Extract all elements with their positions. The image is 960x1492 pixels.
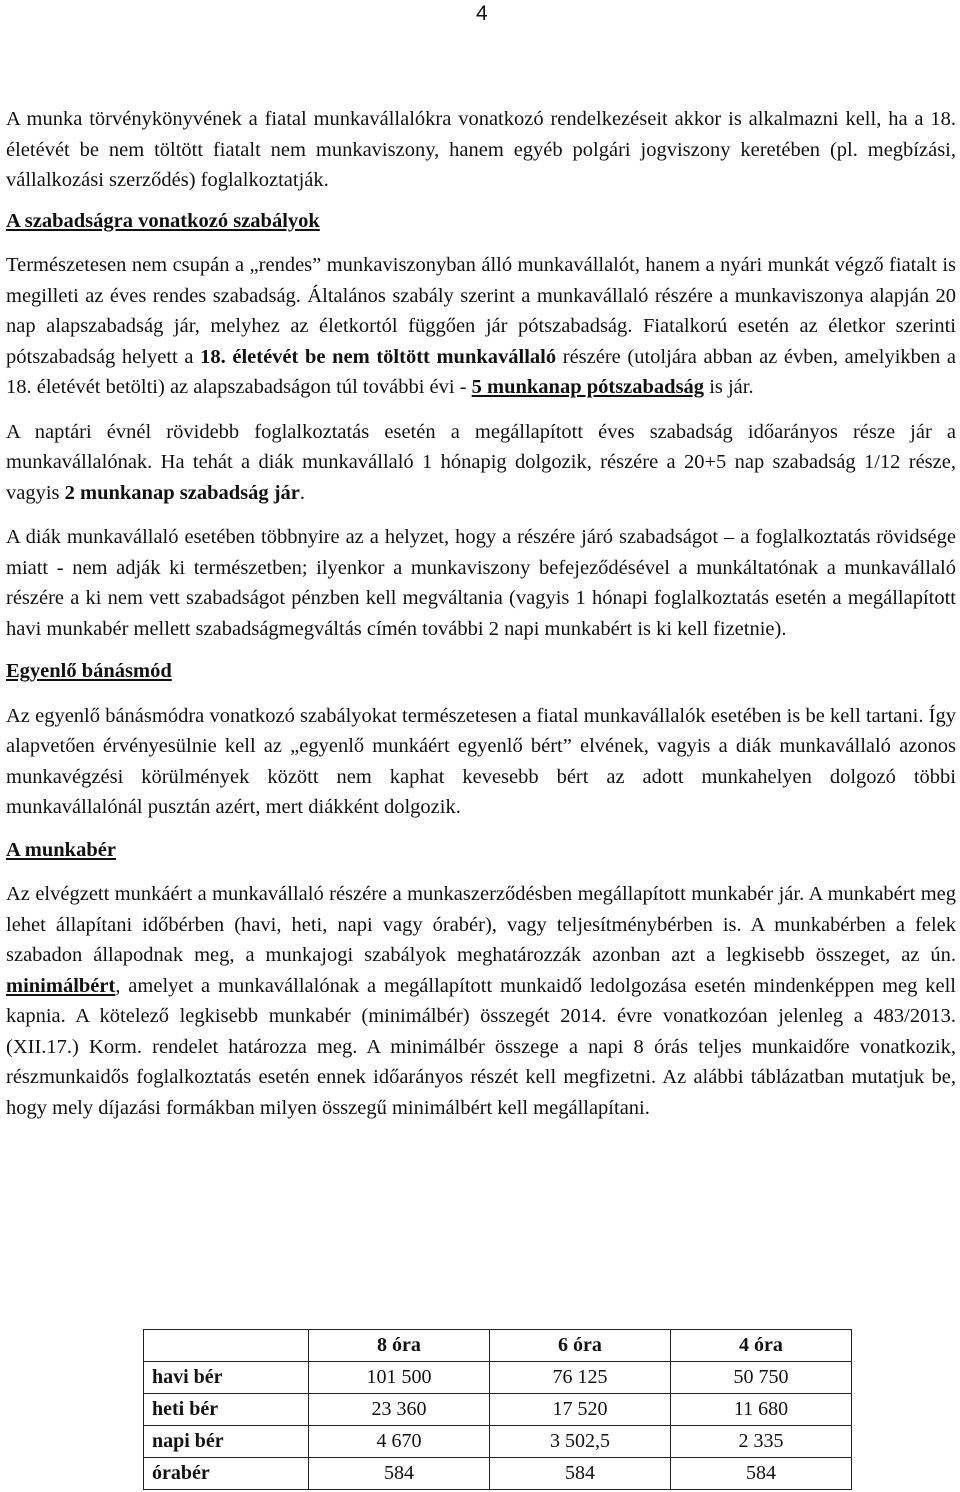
text-run: . xyxy=(299,481,306,504)
heading-text: Egyenlő bánásmód xyxy=(6,660,172,682)
row-label: órabér xyxy=(144,1458,309,1490)
vacation-paragraph-2 xyxy=(6,417,956,509)
table-header-cell: 6 óra xyxy=(490,1330,671,1362)
vacation-paragraph-3: A diák munkavállaló esetében többnyire az a helyzet, hogy a részére járó szabadságot – a foglalkoztatás rövidsége miatt - nem adják ki természetben; ilyenkor a munkaviszony befejeződésével a munkáltatónak a munkavállaló részére a ki nem vett szabadságot pénzben kell megváltania (vagyis 1 hónapi foglalkoztatás esetén a megállapított havi munkabér mellett szabadságmegváltás címén további 2 napi munkabért is ki kell fizetnie). xyxy=(6,526,956,640)
table-header-cell: 8 óra xyxy=(309,1330,490,1362)
section-heading-equal-treatment xyxy=(6,656,956,687)
table-row xyxy=(144,1458,852,1490)
table-cell: 17 520 xyxy=(490,1394,671,1426)
minimum-wage-table xyxy=(143,1329,852,1490)
bold-underlined-run: minimálbért xyxy=(6,974,116,997)
section-heading-vacation xyxy=(6,206,956,237)
text-run: Az elvégzett munkáért a munkavállaló részére a munkaszerződésben megállapított munkabér jár. A munkabért meg lehet állapítani időbérben (havi, heti, napi vagy órabér), vagy teljesítménybérben is. A munkabérben a felek szabadon állapodnak meg, a munkajogi szabályok meghatározzák azonban azt a legkisebb összeget, az ún. xyxy=(6,883,956,966)
text-run: is jár. xyxy=(704,376,754,398)
table-cell: 11 680 xyxy=(671,1394,852,1426)
table-cell: 50 750 xyxy=(671,1362,852,1394)
bold-run: 18. életévét be nem töltött munkavállaló xyxy=(200,345,557,368)
document-body xyxy=(6,104,956,1123)
equal-treatment-paragraph: Az egyenlő bánásmódra vonatkozó szabályokat természetesen a fiatal munkavállalók esetében is be kell tartani. Így alapvetően érvényesülnie kell az „egyenlő munkáért egyenlő bért” elvének, vagyis a diák munkavállaló azonos munkavégzési körülmények között nem kaphat kevesebb bért az adott munkahelyen dolgozó többi munkavállalónál pusztán azért, mert diákként dolgozik. xyxy=(6,704,956,818)
heading-text: A munkabér xyxy=(6,838,116,861)
section-heading-wage xyxy=(6,835,956,866)
table-cell: 584 xyxy=(490,1458,671,1490)
heading-text: A szabadságra vonatkozó szabályok xyxy=(6,209,320,232)
text-run: évi - xyxy=(429,376,472,398)
row-label: havi bér xyxy=(144,1362,309,1394)
table-row xyxy=(144,1426,852,1458)
text-run: A naptári évnél rövidebb foglalkoztatás esetén a megállapított éves szabadság időarányos része jár a munkavállalónak. Ha tehát a diák munkavállaló 1 hónapig dolgozik, részére a 20+5 nap szabadság 1/12 része, vagyis xyxy=(6,420,956,504)
table-corner-cell xyxy=(144,1330,309,1362)
table-cell: 2 335 xyxy=(671,1426,852,1458)
table-cell: 23 360 xyxy=(309,1394,490,1426)
text-run: Természetesen nem csupán a „rendes” munkaviszonyban álló munkavállalót, hanem a nyári munkát végző fiatalt is megilleti az éves rendes szabadság. Általános szabály szerint a munkavállaló részére a munkaviszonya alapján 20 nap alapszabadság jár, melyhez az életkortól függően jár pótszabadság. Fiatalkorú esetén az életkor szerinti pótszabadság helyett a xyxy=(6,254,956,368)
table-row xyxy=(144,1394,852,1426)
bold-underlined-run: 5 munkanap pótszabadság xyxy=(471,376,705,398)
vacation-paragraph-1 xyxy=(6,250,956,403)
table-cell: 3 502,5 xyxy=(490,1426,671,1458)
wage-paragraph xyxy=(6,879,956,1123)
table-cell: 4 670 xyxy=(309,1426,490,1458)
table-header-row xyxy=(144,1330,852,1362)
text-run: részére (utoljára abban az évben, amelyikben a 18. életévét betölti) az alapszabadságon túl további xyxy=(6,345,956,398)
intro-paragraph: A munka törvénykönyvének a fiatal munkavállalókra vonatkozó rendelkezéseit akkor is alkalmazni kell, ha a 18. életévét be nem töltött fiatalt nem munkaviszony, hanem egyéb polgári jogviszony keretében (pl. megbízási, vállalkozási szerződés) foglalkoztatják. xyxy=(6,108,956,191)
bold-run: 2 munkanap szabadság jár xyxy=(64,481,300,504)
table-cell: 101 500 xyxy=(309,1362,490,1394)
page-number: 4 xyxy=(476,2,488,25)
table-cell: 584 xyxy=(309,1458,490,1490)
table-cell: 76 125 xyxy=(490,1362,671,1394)
row-label: heti bér xyxy=(144,1394,309,1426)
text-run: , amelyet a munkavállalónak a megállapított munkaidő ledolgozása esetén mindenképpen meg kell kapnia. A kötelező legkisebb munkabér (minimálbér) összegét 2014. évre vonatkozóan jelenleg a 483/2013. (XII.17.) Korm. rendelet határozza meg. A minimálbér összege a napi 8 órás teljes munkaidőre vonatkozik, részmunkaidős foglalkoztatás esetén ennek időarányos részét kell megfizetni. Az alábbi táblázatban mutatjuk be, hogy mely díjazási formákban milyen összegű minimálbért kell megállapítani. xyxy=(6,974,956,1119)
table-header-cell: 4 óra xyxy=(671,1330,852,1362)
table-row xyxy=(144,1362,852,1394)
row-label: napi bér xyxy=(144,1426,309,1458)
table-cell: 584 xyxy=(671,1458,852,1490)
